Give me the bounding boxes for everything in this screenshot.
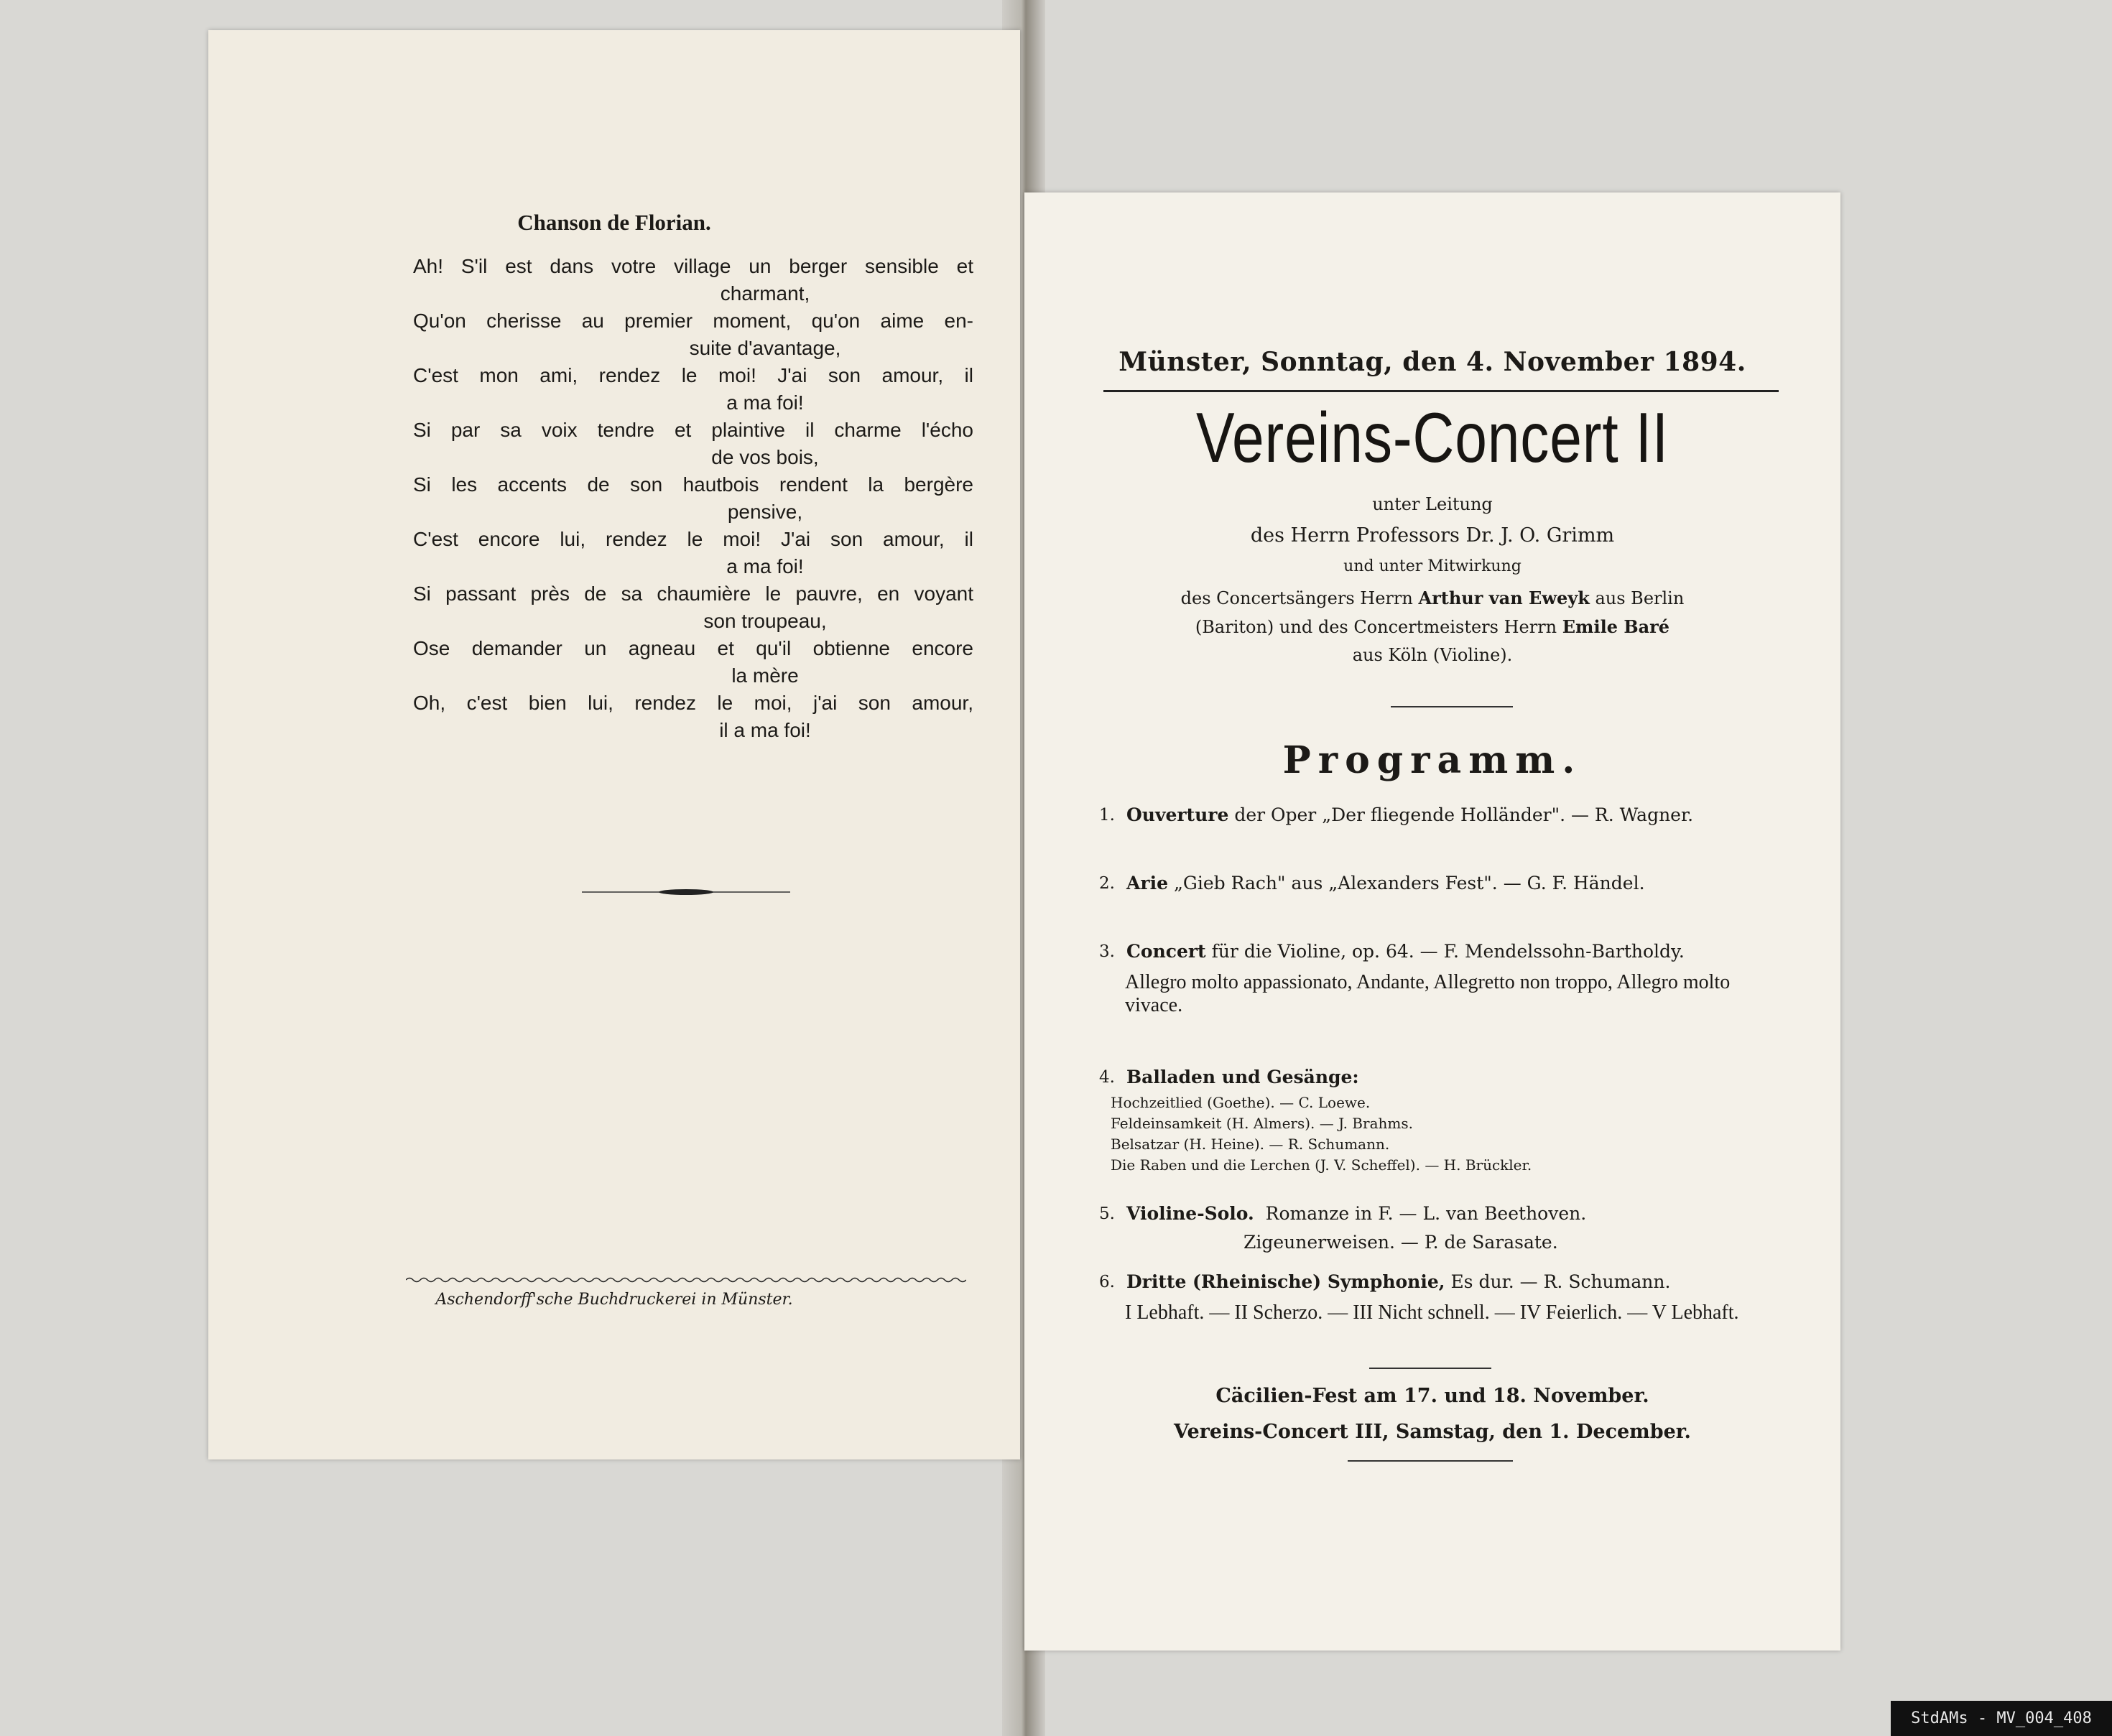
- item-number: 3.: [1099, 942, 1115, 961]
- item-detail: Romanze in F. — L. van Beethoven.: [1265, 1203, 1587, 1224]
- poem: [413, 253, 973, 744]
- item-detail: für die Violine, op. 64. — F. Mendelssohn-Bartholdy.: [1211, 941, 1685, 962]
- soloist-1-origin: aus Berlin: [1595, 588, 1685, 608]
- program-item: [1096, 939, 1786, 1017]
- right-page: [1024, 192, 1840, 1651]
- item-number: 4.: [1099, 1068, 1115, 1087]
- poem-line: Si par sa voix tendre et plaintive il charme l'écho: [413, 419, 973, 441]
- conductor-intro: unter Leitung: [1372, 494, 1493, 514]
- item-title: Balladen und Gesänge:: [1126, 1067, 1359, 1087]
- item-number: 2.: [1099, 874, 1115, 893]
- song-entry: Feldeinsamkeit (H. Almers). — J. Brahms.: [1111, 1115, 1413, 1132]
- soloist-line-1: [1024, 588, 1840, 608]
- soloist-2-name: Emile Baré: [1562, 616, 1670, 637]
- poem-line: Si passant près de sa chaumière le pauvre, en voyant: [413, 582, 973, 605]
- poem-line-continuation: la mère: [731, 664, 799, 687]
- item-number: 1.: [1099, 806, 1115, 825]
- poem-line-continuation: de vos bois,: [711, 446, 819, 468]
- program-item: [1096, 1270, 1786, 1324]
- poem-line-continuation: a ma foi!: [726, 391, 804, 414]
- poem-line: Si les accents de son hautbois rendent la bergère: [413, 473, 973, 496]
- item-title: Arie: [1126, 873, 1168, 893]
- poem-line: C'est mon ami, rendez le moi! J'ai son amour, il: [413, 364, 973, 386]
- short-divider: [1348, 1460, 1513, 1462]
- concert-title: Vereins-Concert II: [1196, 398, 1669, 477]
- date-line: Münster, Sonntag, den 4. November 1894.: [1118, 347, 1746, 377]
- item-movements: I Lebhaft. — II Scherzo. — III Nicht schnell. — IV Feierlich. — V Lebhaft.: [1125, 1301, 1739, 1324]
- item-detail-2: Zigeunerweisen. — P. de Sarasate.: [1243, 1232, 1558, 1253]
- upcoming-event-2: Vereins-Concert III, Samstag, den 1. December.: [1174, 1421, 1691, 1443]
- programm-heading: Programm.: [1282, 738, 1583, 782]
- poem-line-continuation: pensive,: [727, 501, 803, 523]
- item-title: Concert: [1126, 941, 1206, 962]
- short-divider: [1369, 1368, 1491, 1369]
- archive-stamp: StdAMs - MV_004_408: [1891, 1701, 2112, 1736]
- poem-line-continuation: a ma foi!: [726, 555, 804, 577]
- upcoming-event-1: Cäcilien-Fest am 17. und 18. November.: [1215, 1385, 1649, 1407]
- wavy-rule: [406, 1276, 966, 1284]
- item-detail: „Gieb Rach" aus „Alexanders Fest". — G. F. Händel.: [1173, 873, 1645, 893]
- item-detail: Es dur. — R. Schumann.: [1450, 1271, 1671, 1292]
- soloist-2-prefix: (Bariton) und des Concertmeisters Herrn: [1195, 617, 1557, 637]
- poem-line: Qu'on cherisse au premier moment, qu'on aime en-: [413, 310, 973, 332]
- soloist-1-name: Arthur van Eweyk: [1418, 588, 1590, 608]
- left-page: [208, 30, 1020, 1459]
- item-number: 6.: [1099, 1273, 1115, 1291]
- short-divider: [1391, 706, 1513, 707]
- ornament-divider: [582, 888, 790, 896]
- program-item: [1096, 1065, 1786, 1176]
- program-item: [1096, 871, 1786, 896]
- item-title: Ouverture: [1126, 804, 1229, 825]
- poem-line: Ah! S'il est dans votre village un berger sensible et: [413, 255, 973, 277]
- item-title: Violine-Solo.: [1126, 1203, 1254, 1224]
- item-number: 5.: [1099, 1204, 1115, 1223]
- poem-line: C'est encore lui, rendez le moi! J'ai son amour, il: [413, 528, 973, 550]
- song-entry: Hochzeitlied (Goethe). — C. Loewe.: [1111, 1094, 1371, 1111]
- soloists-intro: und unter Mitwirkung: [1343, 557, 1522, 575]
- program-item: [1096, 1202, 1786, 1255]
- item-title: Dritte (Rheinische) Symphonie,: [1126, 1271, 1445, 1292]
- soloist-line-2: [1024, 616, 1840, 637]
- printer-imprint: Aschendorff'sche Buchdruckerei in Münster.: [435, 1291, 793, 1309]
- song-entry: Die Raben und die Lerchen (J. V. Scheffel). — H. Brückler.: [1111, 1156, 1532, 1174]
- program-item: [1096, 803, 1786, 827]
- poem-line-continuation: son troupeau,: [703, 610, 827, 632]
- song-title: Chanson de Florian.: [517, 210, 711, 235]
- conductor-name: des Herrn Professors Dr. J. O. Grimm: [1250, 524, 1615, 547]
- song-entry: Belsatzar (H. Heine). — R. Schumann.: [1111, 1136, 1390, 1153]
- soloist-2-origin: aus Köln (Violine).: [1352, 645, 1513, 665]
- poem-line: Oh, c'est bien lui, rendez le moi, j'ai son amour,: [413, 692, 973, 714]
- item-movements: Allegro molto appassionato, Andante, Allegretto non troppo, Allegro molto vivace.: [1125, 971, 1731, 1016]
- poem-line-continuation: il a ma foi!: [719, 719, 811, 741]
- item-detail: der Oper „Der fliegende Holländer". — R. Wagner.: [1234, 804, 1694, 825]
- poem-line-continuation: charmant,: [720, 282, 810, 305]
- header-rule: [1103, 390, 1779, 392]
- poem-line: Ose demander un agneau et qu'il obtienne encore: [413, 637, 973, 659]
- poem-line-continuation: suite d'avantage,: [689, 337, 841, 359]
- soloist-1-prefix: des Concertsängers Herrn: [1180, 588, 1413, 608]
